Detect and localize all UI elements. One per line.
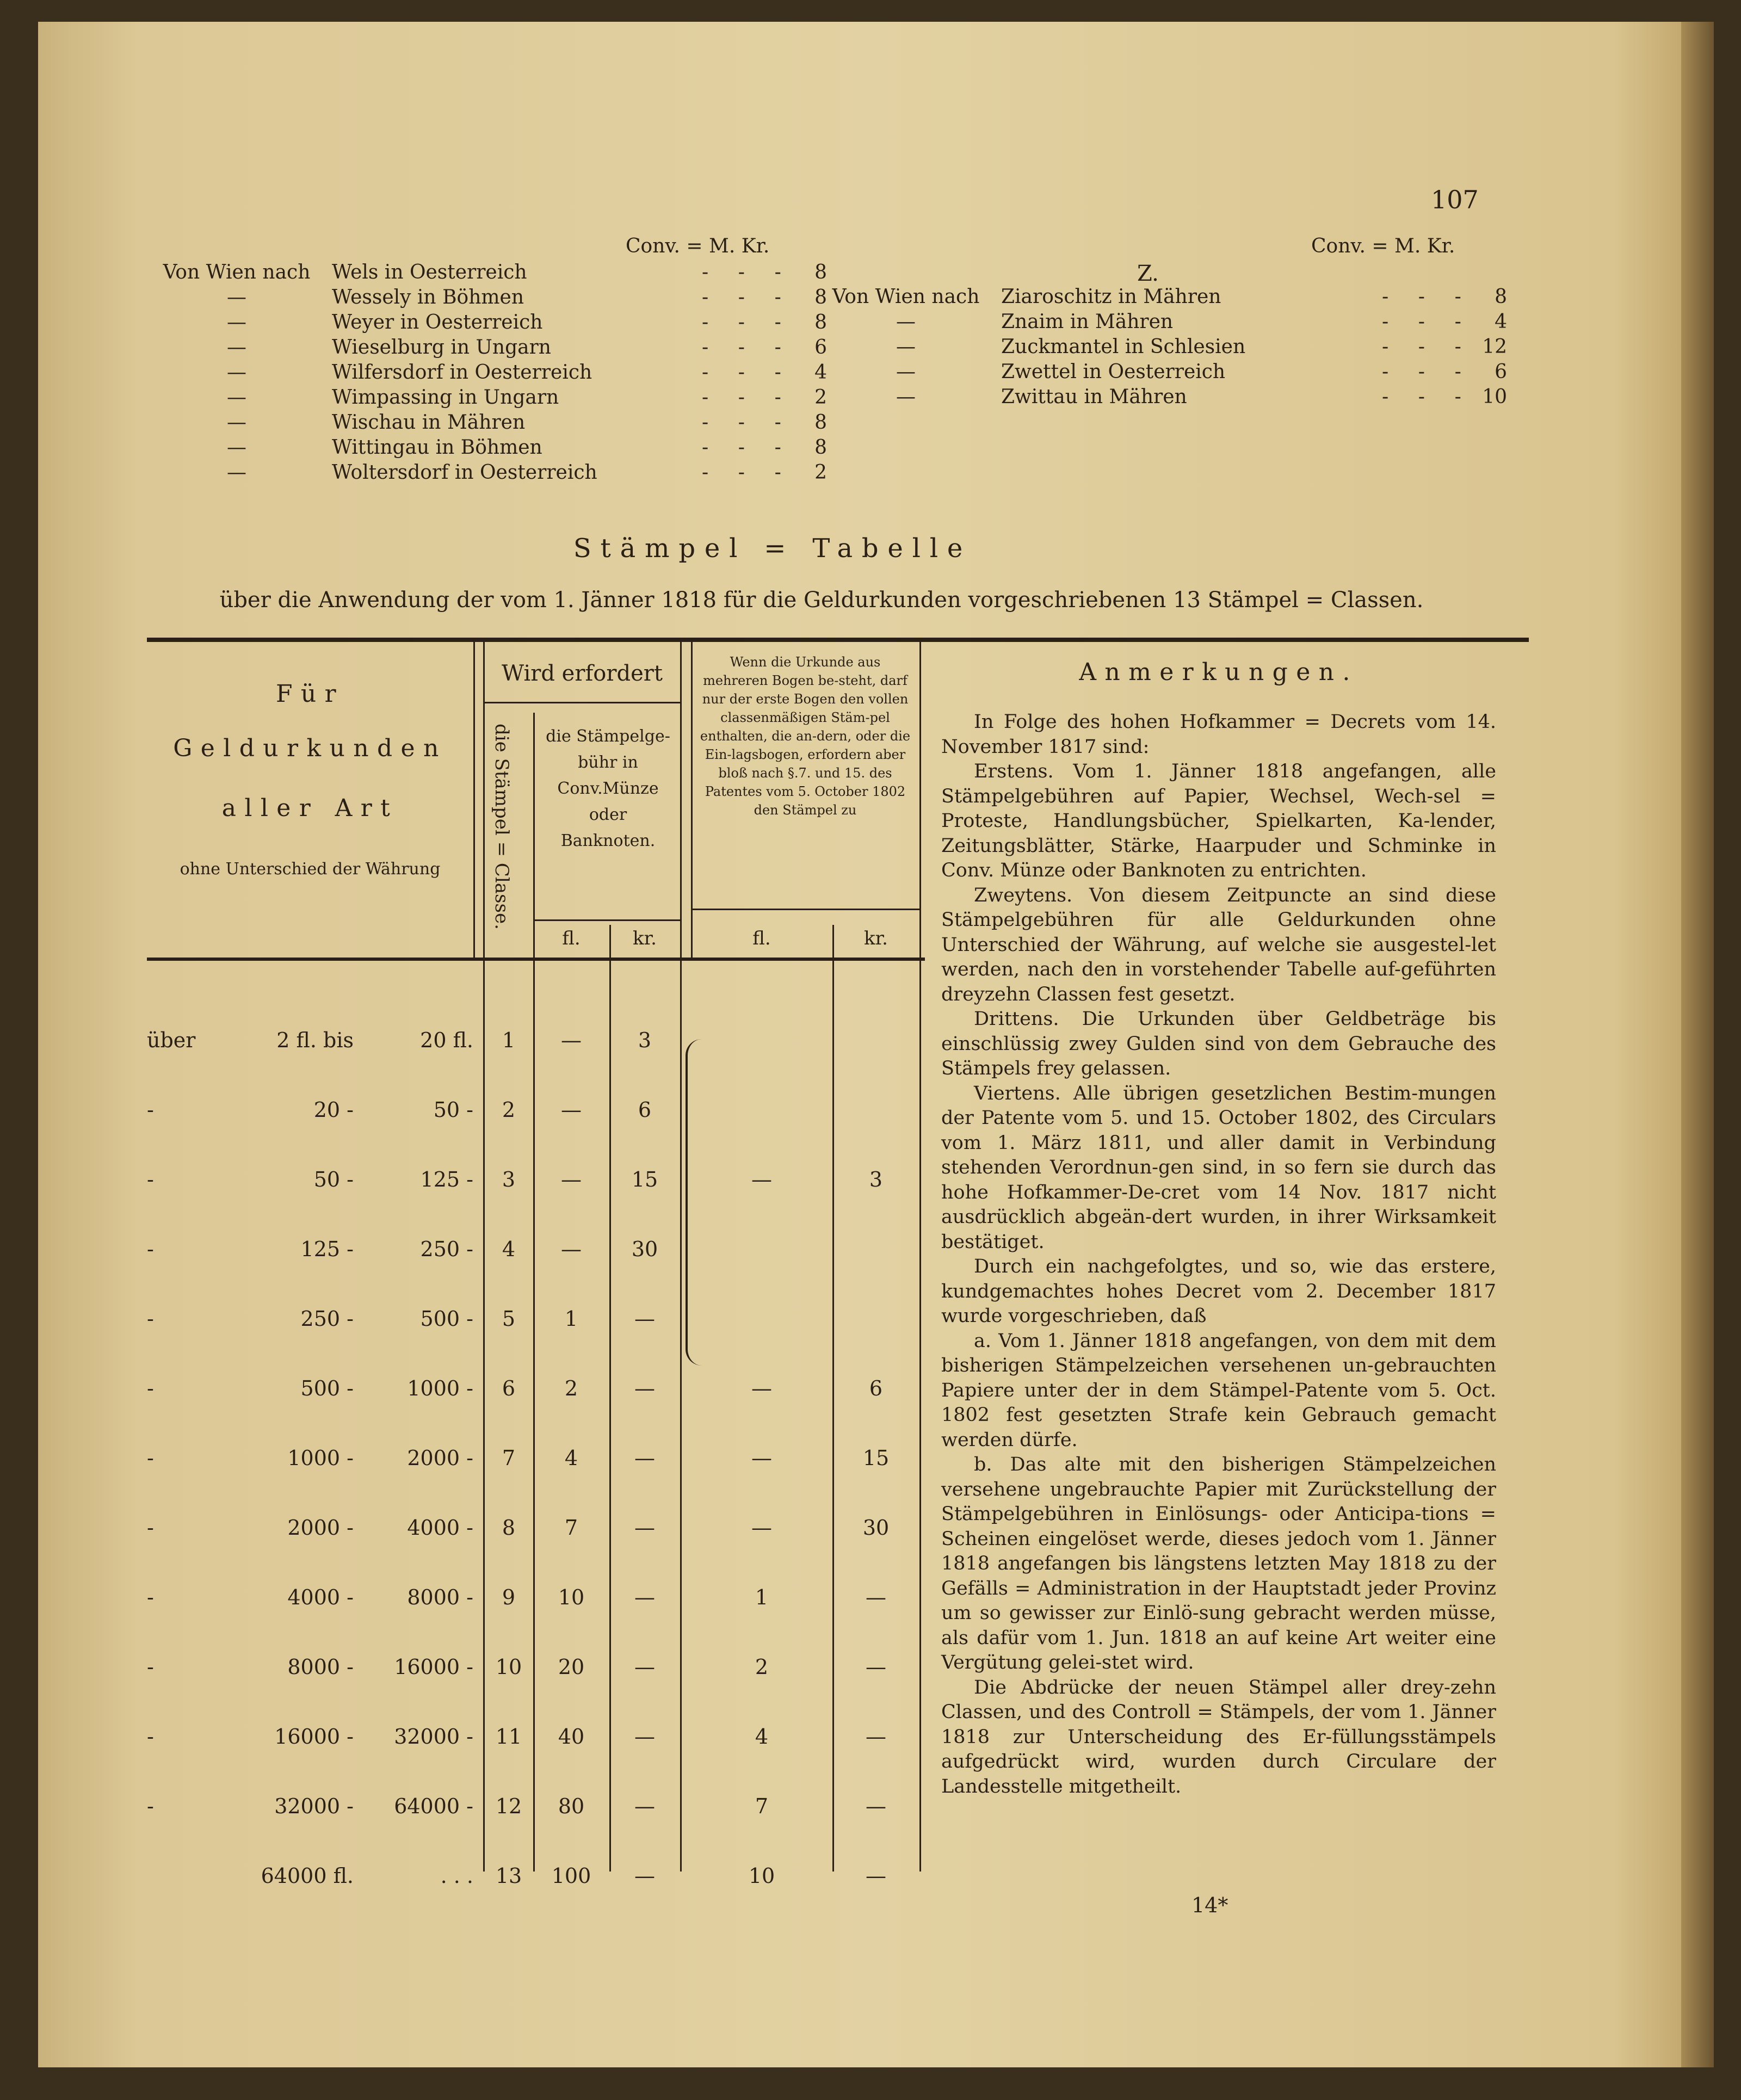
row-kr: — [634,1655,655,1679]
row-class: 6 [502,1376,516,1400]
row-fl: — [561,1028,582,1052]
row-prefix: - [147,1237,154,1261]
note-paragraph: b. Das alte mit den bisherigen Stämpelzeichen versehene ungebrauchte Papier mit Zurückstellung der Stämpelgebühren in Einlösungs- oder Anticipa-tions = Scheinen eingelöset werde, dieses jedoch vom 1. Jänner 1818 angefangen bis längstens letzten May 1818 zu der Gefälls = Administration in der Hauptstadt jeder Provinz um so gewisser zur Einlö-sung gebracht werden müsse, als dafür vom 1. Jun. 1818 an auf keine Art weiter eine Vergütung gelei-stet wird. [941,1454,1496,1673]
row-class: 10 [495,1655,522,1679]
row-prefix: - [147,1168,154,1191]
header-fl: fl. [562,928,581,949]
list-place: Wimpassing in Ungarn [332,386,559,409]
row-bogen-kr: — [866,1794,886,1818]
rule-v-cls [533,713,535,1872]
table-subtitle: über die Anwendung der vom 1. Jänner 1818 für die Geldurkunden vorgeschriebenen 13 Stämpel = Classen. [219,588,1424,613]
list-place: Znaim in Mähren [1001,311,1174,333]
list-prefix: — [896,361,916,383]
row-from: 20 - [313,1098,354,1122]
note-paragraph: Durch ein nachgefolgtes, und so, wie das erstere, kundgemachtes hohes Decret vom 2. December 1817 wurde vorgeschrieben, daß [941,1256,1496,1327]
list-value: 8 [1495,286,1507,308]
list-value: 8 [814,311,827,333]
list-value: 2 [814,386,827,409]
row-from: 250 - [300,1307,354,1331]
row-fl: 80 [558,1794,585,1818]
list-place: Zuckmantel in Schlesien [1001,336,1246,358]
row-from: 8000 - [287,1655,354,1679]
row-class: 12 [495,1794,522,1818]
page-number: 107 [1431,185,1479,214]
note-paragraph: In Folge des hohen Hofkammer = Decrets vom 14. November 1817 sind: [941,711,1496,758]
row-to: 4000 - [407,1516,473,1540]
list-prefix: — [227,361,246,384]
header-fuer: Für [275,680,345,708]
list-dashes: - - - [1382,336,1473,358]
list-prefix: — [227,386,246,409]
list-dashes: - - - [702,286,793,308]
row-bogen-kr: 30 [862,1516,890,1540]
row-class: 8 [502,1516,516,1540]
row-prefix: - [147,1516,154,1540]
list-dashes: - - - [702,386,793,409]
list-prefix: — [896,336,916,358]
row-bogen-kr: 3 [869,1168,883,1191]
row-bogen-fl: 7 [755,1794,769,1818]
list-dashes: - - - [1382,286,1473,308]
row-fl: 100 [551,1864,591,1888]
row-from: 1000 - [287,1446,354,1470]
row-prefix: - [147,1655,154,1679]
rule-v1b [483,642,485,1872]
row-bogen-kr: — [866,1585,886,1609]
list-place: Wieselburg in Ungarn [332,336,551,359]
row-prefix: - [147,1446,154,1470]
row-kr: — [634,1725,655,1749]
rule-v2b [691,642,693,958]
row-bogen-fl: — [751,1516,772,1540]
header-aller-art: aller Art [221,794,399,822]
header-bogen: Wenn die Urkunde aus mehreren Bogen be-steht, darf nur der erste Bogen den vollen classenmäßigen Stäm-pel enthalten, die an-dern, oder die Ein-lagsbogen, erfordern aber bloß nach §.7. und 15. des Patentes vom 5. October 1802 den Stämpel zu [700,654,911,818]
rule-v1 [473,642,475,958]
rule-top [147,638,1529,642]
list-prefix: — [227,411,246,434]
note-paragraph: Zweytens. Von diesem Zeitpuncte an sind diese Stämpelgebühren für alle Geldurkunden ohne Unterschied der Währung, auf welche sie ausgestel-let werden, nach den in vorstehender Tabelle auf-geführten dreyzehn Classen fest gesetzt. [941,884,1496,1005]
row-class: 11 [495,1725,522,1749]
row-from: 50 - [313,1168,354,1191]
row-fl: — [561,1237,582,1261]
row-fl: — [561,1098,582,1122]
row-bogen-fl: — [751,1376,772,1400]
list-dashes: - - - [702,461,793,484]
header-bogen-fl: fl. [752,928,771,949]
row-prefix: - [147,1585,154,1609]
header-classe: die Stämpel = Classe. [491,724,513,930]
list-dashes: - - - [702,361,793,384]
row-kr: — [634,1516,655,1540]
row-kr: 15 [631,1168,658,1191]
table-title: Stämpel = Tabelle [573,533,972,564]
row-kr: — [634,1446,655,1470]
list-place: Ziaroschitz in Mähren [1001,286,1221,308]
list-prefix: — [227,336,246,359]
list-prefix: — [896,386,916,408]
list-prefix: — [227,311,246,333]
row-to: 64000 - [394,1794,473,1818]
list-place: Wilfersdorf in Oesterreich [332,361,592,384]
row-bogen-kr: — [866,1725,886,1749]
note-paragraph: a. Vom 1. Jänner 1818 angefangen, von dem mit dem bisherigen Stämpelzeichen versehenen un-gebrauchten Papiere unter der in dem Stämpel-Patente vom 5. Oct. 1802 fest gesetzten Strafe kein Gebrauch gemacht werden dürfe. [941,1330,1496,1451]
list-place: Wessely in Böhmen [332,286,524,308]
list-value: 4 [814,361,827,384]
list-value: 2 [814,461,827,484]
list-dashes: - - - [1382,386,1473,408]
row-bogen-fl: — [751,1168,772,1191]
list-place: Wittingau in Böhmen [332,436,542,459]
list-prefix: Von Wien nach [832,286,980,308]
row-kr: — [634,1585,655,1609]
col-header-right: Conv. = M. Kr. [1311,235,1455,257]
row-bogen-kr: — [866,1864,886,1888]
row-prefix: über [147,1028,196,1052]
row-prefix: - [147,1307,154,1331]
row-to: 1000 - [407,1376,473,1400]
rule-header [147,958,925,961]
row-prefix: - [147,1376,154,1400]
list-value: 6 [1495,361,1507,383]
note-paragraph: Erstens. Vom 1. Jänner 1818 angefangen, alle Stämpelgebühren auf Papier, Wechsel, Wech-sel = Proteste, Handlungsbücher, Spielkarten, Ka-lender, Zeitungsblätter, Stärke, Haarpuder und Schminke in Conv. Münze oder Banknoten zu entrichten. [941,761,1496,881]
book-page [38,22,1714,2067]
list-prefix: Von Wien nach [163,261,311,283]
row-from: 32000 - [274,1794,354,1818]
list-prefix: — [227,461,246,484]
list-prefix: — [896,311,916,333]
row-fl: 20 [558,1655,585,1679]
letter-heading: Z. [1137,261,1159,286]
row-kr: 30 [631,1237,658,1261]
row-fl: — [561,1168,582,1191]
list-prefix: — [227,436,246,459]
row-class: 5 [502,1307,516,1331]
list-dashes: - - - [702,261,793,283]
row-kr: 6 [638,1098,652,1122]
row-class: 1 [502,1028,516,1052]
list-value: 10 [1482,386,1507,408]
notes-heading: Anmerkungen. [1079,658,1359,686]
row-prefix: - [147,1098,154,1122]
list-dashes: - - - [1382,361,1473,383]
row-bogen-fl: 4 [755,1725,769,1749]
row-bogen-fl: 10 [748,1864,775,1888]
row-to: 250 - [420,1237,473,1261]
footer-mark: 14* [1191,1893,1228,1917]
row-class: 3 [502,1168,516,1191]
rule-flkr [533,919,680,921]
row-bogen-fl: 1 [755,1585,769,1609]
row-class: 4 [502,1237,516,1261]
header-bogen-kr: kr. [864,928,888,949]
rule-v-bflkr [832,925,834,1872]
rule-v2 [680,642,682,1872]
row-from: 4000 - [287,1585,354,1609]
list-place: Woltersdorf in Oesterreich [332,461,597,484]
header-ohne-unterschied: ohne Unterschied der Währung [180,860,441,879]
rule-bogen [691,909,919,910]
row-fl: 1 [564,1307,578,1331]
row-fl: 2 [564,1376,578,1400]
list-value: 8 [814,286,827,308]
header-geldurkunden: Geldurkunden [173,734,447,762]
note-paragraph: Drittens. Die Urkunden über Geldbeträge bis einschlüssig zwey Gulden sind von dem Gebrauche des Stämpels frey gelassen. [941,1008,1496,1079]
list-value: 8 [814,436,827,459]
list-place: Zwittau in Mähren [1001,386,1187,408]
row-fl: 40 [558,1725,585,1749]
list-value: 4 [1495,311,1507,333]
list-dashes: - - - [702,411,793,434]
row-prefix: - [147,1725,154,1749]
row-kr: 3 [638,1028,652,1052]
bracket [686,1039,704,1366]
row-to: 50 - [433,1098,473,1122]
list-place: Zwettel in Oesterreich [1001,361,1226,383]
row-to: 500 - [420,1307,473,1331]
row-bogen-kr: — [866,1655,886,1679]
header-kr: kr. [633,928,657,949]
list-dashes: - - - [702,336,793,359]
row-kr: — [634,1307,655,1331]
row-bogen-fl: 2 [755,1655,769,1679]
row-prefix: - [147,1794,154,1818]
row-kr: — [634,1864,655,1888]
row-from: 2000 - [287,1516,354,1540]
row-to: 125 - [420,1168,473,1191]
notes-body [941,658,1496,1799]
rule-v3 [919,642,921,1872]
row-from: 2 fl. bis [276,1028,354,1052]
row-from: 125 - [300,1237,354,1261]
row-to: 2000 - [407,1446,473,1470]
row-class: 2 [502,1098,516,1122]
list-dashes: - - - [702,436,793,459]
row-to: 20 fl. [420,1028,473,1052]
list-value: 8 [814,411,827,434]
rule-v-flkr [609,925,611,1872]
row-to: 8000 - [407,1585,473,1609]
note-paragraph: Die Abdrücke der neuen Stämpel aller drey-zehn Classen, und des Controll = Stämpels, der vom 1. Jänner 1818 zur Unterscheidung des Er-füllungsstämpels aufgedrückt wird, wurden durch Circulare der Landesstelle mitgetheilt. [941,1676,1496,1798]
col-header-left: Conv. = M. Kr. [626,235,770,257]
row-from: 500 - [300,1376,354,1400]
list-prefix: — [227,286,246,308]
list-dashes: - - - [1382,311,1473,333]
row-to: 32000 - [394,1725,473,1749]
row-fl: 10 [558,1585,585,1609]
row-to: . . . [440,1864,473,1888]
row-to: 16000 - [394,1655,473,1679]
row-from: 16000 - [274,1725,354,1749]
row-fl: 4 [564,1446,578,1470]
header-wird-erfordert: Wird erfordert [502,661,663,686]
header-gebuehr: die Stämpelge-bühr in Conv.Münze oder Banknoten. [546,727,670,850]
note-paragraph: Viertens. Alle übrigen gesetzlichen Bestim-mungen der Patente vom 5. und 15. October 1802, des Circulars vom 1. März 1811, und aller damit in Verbindung stehenden Verordnun-gen sind, in so fern sie durch das hohe Hofkammer-De-cret vom 14 Nov. 1817 nicht ausdrücklich abgeän-dert wurden, in ihrer Wirksamkeit bestätiget. [941,1082,1496,1253]
row-bogen-kr: 15 [862,1446,890,1470]
list-value: 8 [814,261,827,283]
list-place: Weyer in Oesterreich [332,311,543,333]
rule-wird [483,702,680,703]
list-dashes: - - - [702,311,793,333]
row-fl: 7 [564,1516,578,1540]
row-kr: — [634,1794,655,1818]
page-edge [1681,22,1714,2067]
row-class: 9 [502,1585,516,1609]
list-place: Wels in Oesterreich [332,261,527,283]
row-bogen-kr: 6 [869,1376,883,1400]
row-class: 13 [495,1864,522,1888]
row-class: 7 [502,1446,516,1470]
list-place: Wischau in Mähren [332,411,526,434]
row-kr: — [634,1376,655,1400]
row-bogen-fl: — [751,1446,772,1470]
list-value: 12 [1482,336,1507,358]
list-value: 6 [814,336,827,359]
row-from: 64000 fl. [261,1864,354,1888]
